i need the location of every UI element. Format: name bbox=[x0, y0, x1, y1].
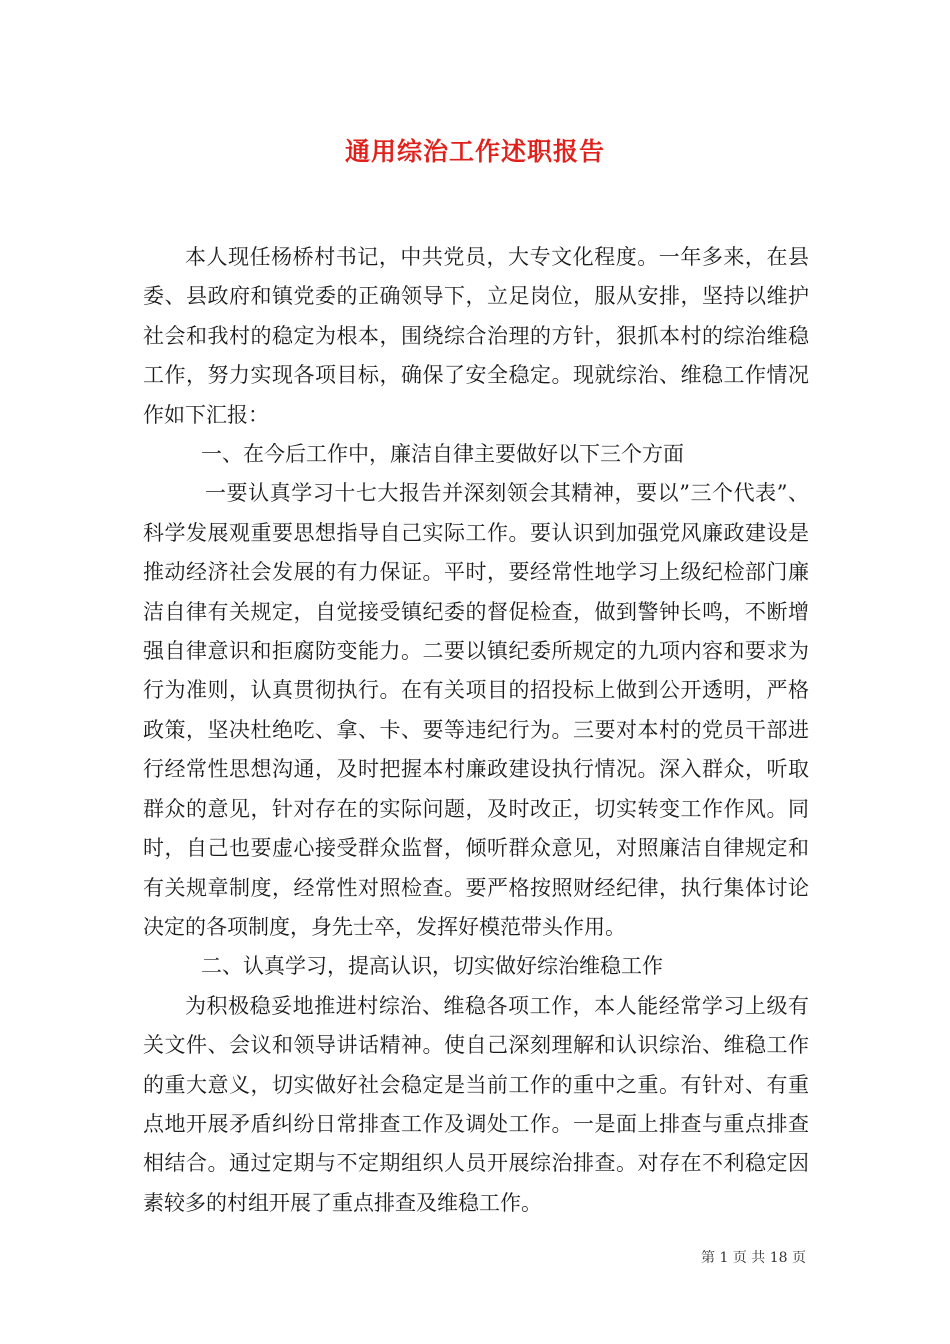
intro-paragraph: 本人现任杨桥村书记，中共党员，大专文化程度。一年多来，在县委、县政府和镇党委的正确领导下，立足岗位，服从安排，坚持以维护社会和我村的稳定为根本，围绕综合治理的方针，狠抓本村的综治维稳工作，努力实现各项目标，确保了安全稳定。现就综治、维稳工作情况作如下汇报： bbox=[143, 245, 809, 427]
document-title: 通用综治工作述职报告 bbox=[344, 137, 605, 166]
section-1-paragraph: 一要认真学习十七大报告并深刻领会其精神，要以”三个代表”、科学发展观重要思想指导自己实际工作。要认识到加强党风廉政建设是推动经济社会发展的有力保证。平时，要经常性地学习上级纪检部门廉洁自律有关规定，自觉接受镇纪委的督促检查，做到警钟长鸣，不断增强自律意识和拒腐防变能力。二要以镇纪委所规定的九项内容和要求为行为准则，认真贯彻执行。在有关项目的招投标上做到公开透明，严格政策，坚决杜绝吃、拿、卡、要等违纪行为。三要对本村的党员干部进行经常性思想沟通，及时把握本村廉政建设执行情况。深入群众，听取群众的意见，针对存在的实际问题，及时改正，切实转变工作作风。同时，自己也要虚心接受群众监督，倾听群众意见，对照廉洁自律规定和有关规章制度，经常性对照检查。要严格按照财经纪律，执行集体讨论决定的各项制度，身先士卒，发挥好模范带头作用。 bbox=[143, 481, 809, 939]
section-heading-2: 二、认真学习，提高认识，切实做好综治维稳工作 bbox=[201, 954, 663, 979]
section-heading-1: 一、在今后工作中，廉洁自律主要做好以下三个方面 bbox=[201, 442, 684, 467]
page-number-footer: 第 1 页 共 18 页 bbox=[701, 1250, 806, 1266]
section-2-paragraph: 为积极稳妥地推进村综治、维稳各项工作，本人能经常学习上级有关文件、会议和领导讲话精神。使自己深刻理解和认识综治、维稳工作的重大意义，切实做好社会稳定是当前工作的重中之重。有针对、有重点地开展矛盾纠纷日常排查工作及调处工作。一是面上排查与重点排查相结合。通过定期与不定期组织人员开展综治排查。对存在不利稳定因素较多的村组开展了重点排查及维稳工作。 bbox=[143, 993, 809, 1215]
document-body bbox=[143, 238, 809, 1223]
